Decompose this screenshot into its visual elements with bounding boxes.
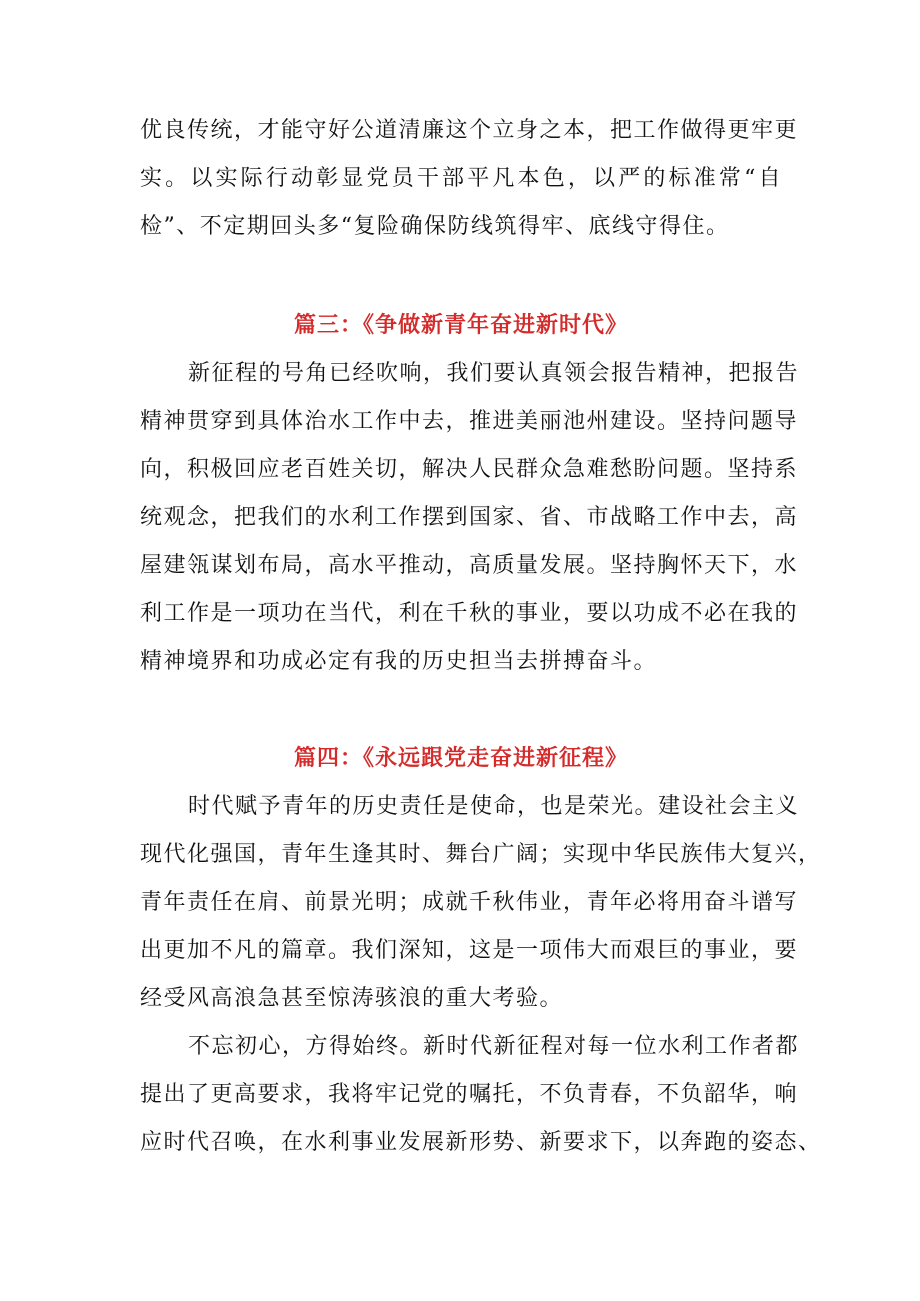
paragraph-line: 向，积极回应老百姓关切，解决人民群众急难愁盼问题。坚持系 (140, 457, 799, 482)
paragraph-line: 现代化强国，青年生逢其时、舞台广阔；实现中华民族伟大复兴， (140, 842, 822, 867)
paragraph-line: 统观念，把我们的水利工作摆到国家、省、市战略工作中去，高 (140, 505, 799, 530)
section-heading-3: 篇三：《争做新青年奋进新时代》 (293, 312, 628, 338)
paragraph-line: 青年责任在肩、前景光明；成就千秋伟业，青年必将用奋斗谱写 (140, 890, 799, 915)
paragraph-line: 精神贯穿到具体治水工作中去，推进美丽池州建设。坚持问题导 (140, 409, 799, 434)
section-heading-4: 篇四：《永远跟党走奋进新征程》 (293, 745, 628, 771)
paragraph-line: 精神境界和功成必定有我的历史担当去拼搏奋斗。 (140, 649, 658, 674)
paragraph-line: 新征程的号角已经吹响，我们要认真领会报告精神，把报告 (188, 361, 800, 386)
paragraph-line: 时代赋予青年的历史责任是使命，也是荣光。建设社会主义 (188, 794, 800, 819)
paragraph-line: 提出了更高要求，我将牢记党的嘱托，不负青春，不负韶华，响 (140, 1082, 799, 1107)
paragraph-line: 检”、不定期回头多“复险确保防线筑得牢、底线守得住。 (140, 214, 730, 239)
paragraph-line: 优良传统，才能守好公道清廉这个立身之本，把工作做得更牢更 (140, 118, 799, 143)
paragraph-line: 出更加不凡的篇章。我们深知，这是一项伟大而艰巨的事业，要 (140, 938, 799, 963)
paragraph-line: 不忘初心，方得始终。新时代新征程对每一位水利工作者都 (188, 1034, 800, 1059)
paragraph-line: 经受风高浪急甚至惊涛骇浪的重大考验。 (140, 986, 564, 1011)
paragraph-line: 利工作是一项功在当代，利在千秋的事业，要以功成不必在我的 (140, 601, 799, 626)
paragraph-line: 应时代召唤，在水利事业发展新形势、新要求下，以奔跑的姿态、 (140, 1130, 822, 1155)
paragraph-line: 实。以实际行动彰显党员干部平凡本色，以严的标准常“自 (140, 166, 782, 191)
paragraph-line: 屋建瓴谋划布局，高水平推动，高质量发展。坚持胸怀天下，水 (140, 553, 799, 578)
